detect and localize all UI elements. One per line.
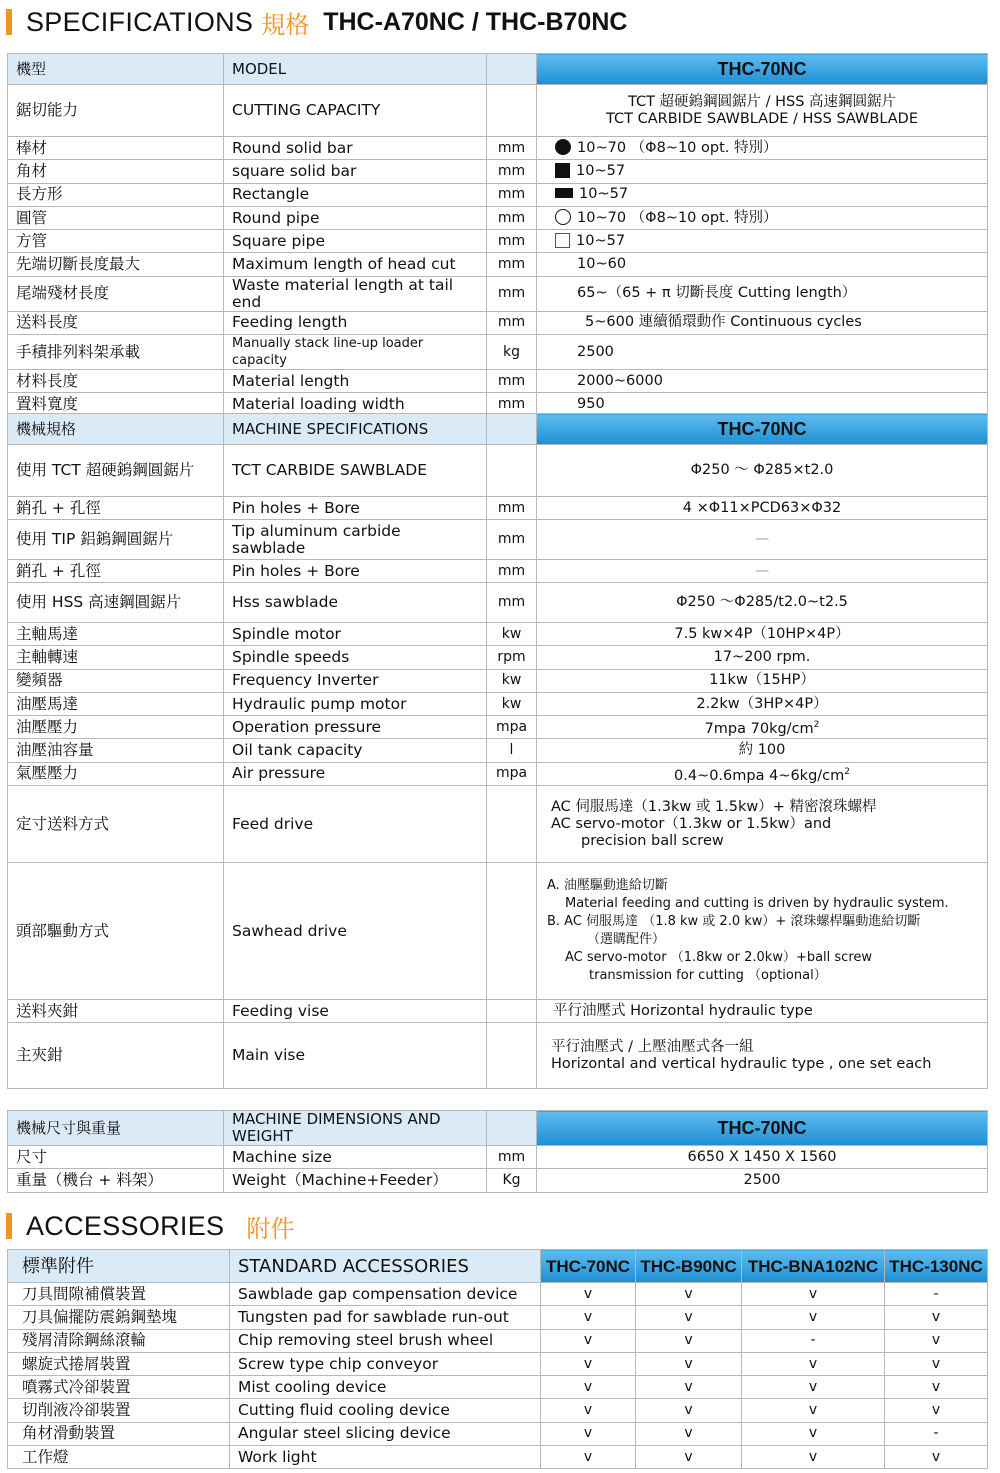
- table-header-row: [8, 1111, 988, 1146]
- row-unit: mpa: [487, 716, 537, 739]
- row-value: 4 ×Φ11×PCD63×Φ32: [537, 497, 988, 520]
- header-model: THC-70NC: [537, 54, 988, 85]
- value-superscript: 2: [844, 766, 850, 777]
- row-en: CUTTING CAPACITY: [224, 85, 487, 137]
- heading-model: THC-A70NC / THC-B70NC: [323, 7, 628, 36]
- header-model: THC-70NC: [537, 1111, 988, 1146]
- row-en: Material loading width: [224, 393, 487, 416]
- table-row: [8, 1146, 988, 1169]
- row-unit: kg: [487, 335, 537, 370]
- row-zh: 材料長度: [8, 370, 224, 393]
- specifications-table: [7, 53, 988, 417]
- row-mark: v: [742, 1422, 885, 1445]
- heading-title-en: SPECIFICATIONS: [26, 6, 254, 37]
- row-zh: 鋸切能力: [8, 85, 224, 137]
- row-mark: v: [636, 1306, 742, 1329]
- row-mark: v: [885, 1352, 988, 1375]
- table-row: [8, 520, 988, 560]
- row-zh: 氣壓壓力: [8, 762, 224, 785]
- table-row: [8, 1376, 988, 1399]
- table-row: [8, 445, 988, 497]
- row-mark: v: [885, 1399, 988, 1422]
- row-en: Cutting fluid cooling device: [230, 1399, 541, 1422]
- row-value: [537, 206, 988, 229]
- header-model: THC-70NC: [541, 1250, 636, 1283]
- row-unit: mm: [487, 137, 537, 160]
- row-unit: kw: [487, 692, 537, 715]
- table-row: [8, 646, 988, 669]
- table-row: [8, 1283, 988, 1306]
- table-row: [8, 716, 988, 739]
- table-row: [8, 1329, 988, 1352]
- row-mark: v: [885, 1306, 988, 1329]
- table-row: [8, 786, 988, 863]
- row-value: [537, 183, 988, 206]
- table-row: [8, 370, 988, 393]
- header-en: MODEL: [224, 54, 487, 85]
- table-row: [8, 623, 988, 646]
- row-mark: v: [636, 1446, 742, 1469]
- value-line: AC servo-motor（1.3kw or 1.5kw）and: [551, 815, 832, 832]
- row-unit: mm: [487, 206, 537, 229]
- row-mark: v: [541, 1329, 636, 1352]
- row-en: Feed drive: [224, 786, 487, 863]
- row-en: Maximum length of head cut: [224, 253, 487, 276]
- row-zh: 尺寸: [8, 1146, 224, 1169]
- row-en: Main vise: [224, 1023, 487, 1089]
- row-unit: mm: [487, 230, 537, 253]
- row-zh: 送料夾鉗: [8, 1000, 224, 1023]
- row-mark: v: [541, 1352, 636, 1375]
- header-en: MACHINE SPECIFICATIONS: [224, 414, 487, 445]
- table-row: [8, 1446, 988, 1469]
- row-en: Round solid bar: [224, 137, 487, 160]
- header-zh: 機型: [8, 54, 224, 85]
- header-unit: [487, 414, 537, 445]
- row-zh: 圓管: [8, 206, 224, 229]
- row-unit: mm: [487, 1146, 537, 1169]
- row-en: Pin holes + Bore: [224, 497, 487, 520]
- row-zh: 主軸轉速: [8, 646, 224, 669]
- row-zh: 置料寬度: [8, 393, 224, 416]
- value-text: 0.4~0.6mpa 4~6kg/cm: [673, 767, 845, 784]
- row-mark: v: [636, 1422, 742, 1445]
- row-value: [537, 230, 988, 253]
- row-zh: 重量（機台 + 料架）: [8, 1169, 224, 1192]
- row-zh: 手積排列料架承載: [8, 335, 224, 370]
- table-row: [8, 1399, 988, 1422]
- row-zh: 殘屑清除鋼絲滾輪: [8, 1329, 230, 1352]
- hollow-square-icon: [555, 233, 570, 248]
- row-mark: v: [742, 1352, 885, 1375]
- row-zh: 工作燈: [8, 1446, 230, 1469]
- row-en: Manually stack line-up loader capacity: [224, 335, 487, 370]
- header-model: THC-BNA102NC: [742, 1250, 885, 1283]
- filled-rectangle-icon: [555, 188, 573, 198]
- table-row: [8, 762, 988, 785]
- row-mark: v: [636, 1376, 742, 1399]
- table-row: [8, 137, 988, 160]
- table-row: [8, 669, 988, 692]
- row-en: Spindle speeds: [224, 646, 487, 669]
- table-row: [8, 276, 988, 311]
- row-en: Hydraulic pump motor: [224, 692, 487, 715]
- row-unit: [487, 786, 537, 863]
- header-model: THC-130NC: [885, 1250, 988, 1283]
- value-line: Horizontal and vertical hydraulic type , one set each: [551, 1055, 932, 1072]
- table-row: [8, 1000, 988, 1023]
- row-unit: mpa: [487, 762, 537, 785]
- row-zh: 尾端殘材長度: [8, 276, 224, 311]
- row-mark: v: [541, 1422, 636, 1445]
- row-value: [537, 863, 988, 1000]
- row-zh: 送料長度: [8, 311, 224, 334]
- heading-title-zh: 規格: [261, 10, 310, 39]
- row-en: Sawblade gap compensation device: [230, 1283, 541, 1306]
- row-unit: [487, 85, 537, 137]
- row-zh: 使用 HSS 高速鋼圓鋸片: [8, 583, 224, 623]
- table-header-row: [8, 414, 988, 445]
- table-row: [8, 183, 988, 206]
- row-mark: v: [636, 1329, 742, 1352]
- row-zh: 銷孔 + 孔徑: [8, 497, 224, 520]
- row-en: Material length: [224, 370, 487, 393]
- row-en: Air pressure: [224, 762, 487, 785]
- row-value: [537, 786, 988, 863]
- table-row: [8, 1306, 988, 1329]
- row-zh: 刀具間隙補償裝置: [8, 1283, 230, 1306]
- row-zh: 定寸送料方式: [8, 786, 224, 863]
- row-mark: -: [742, 1329, 885, 1352]
- header-unit: [487, 1111, 537, 1146]
- row-en: Angular steel slicing device: [230, 1422, 541, 1445]
- row-zh: 角材: [8, 160, 224, 183]
- row-zh: 油壓壓力: [8, 716, 224, 739]
- row-value: 2500: [537, 1169, 988, 1192]
- row-zh: 油壓馬達: [8, 692, 224, 715]
- row-unit: mm: [487, 160, 537, 183]
- row-unit: mm: [487, 276, 537, 311]
- row-unit: mm: [487, 560, 537, 583]
- row-unit: mm: [487, 311, 537, 334]
- row-mark: v: [636, 1399, 742, 1422]
- accessories-table: [7, 1249, 988, 1469]
- row-en: Work light: [230, 1446, 541, 1469]
- table-row: [8, 160, 988, 183]
- table-row: [8, 583, 988, 623]
- row-value: [537, 137, 988, 160]
- heading-accent-bar: [6, 9, 12, 35]
- row-zh: 主軸馬達: [8, 623, 224, 646]
- row-en: square solid bar: [224, 160, 487, 183]
- row-zh: 銷孔 + 孔徑: [8, 560, 224, 583]
- row-zh: 切削液冷卻裝置: [8, 1399, 230, 1422]
- row-en: Feeding vise: [224, 1000, 487, 1023]
- value-line: precision ball screw: [581, 832, 724, 849]
- row-mark: v: [636, 1283, 742, 1306]
- heading-accent-bar: [6, 1213, 12, 1239]
- row-value: 950: [537, 393, 988, 416]
- row-zh: 使用 TIP 鋁鎢鋼圓鋸片: [8, 520, 224, 560]
- row-value: 平行油壓式 Horizontal hydraulic type: [537, 1000, 988, 1023]
- header-zh: 機械尺寸與重量: [8, 1111, 224, 1146]
- row-value: 約 100: [537, 739, 988, 762]
- row-unit: Kg: [487, 1169, 537, 1192]
- row-zh: 噴霧式冷卻裝置: [8, 1376, 230, 1399]
- row-en: Pin holes + Bore: [224, 560, 487, 583]
- row-unit: mm: [487, 520, 537, 560]
- row-en: Oil tank capacity: [224, 739, 487, 762]
- row-zh: 螺旋式捲屑裝置: [8, 1352, 230, 1375]
- machine-specifications-table: [7, 413, 988, 1089]
- row-zh: 油壓油容量: [8, 739, 224, 762]
- row-en: Screw type chip conveyor: [230, 1352, 541, 1375]
- row-mark: -: [885, 1422, 988, 1445]
- value-line: Material feeding and cutting is driven by hydraulic system.: [565, 896, 949, 912]
- row-unit: [487, 445, 537, 497]
- row-mark: v: [742, 1306, 885, 1329]
- row-unit: rpm: [487, 646, 537, 669]
- row-en: Chip removing steel brush wheel: [230, 1329, 541, 1352]
- value-line: 平行油壓式 / 上壓油壓式各一組: [551, 1038, 754, 1055]
- table-header-row: [8, 1250, 988, 1283]
- row-value: —: [537, 520, 988, 560]
- row-en: Round pipe: [224, 206, 487, 229]
- row-en: Feeding length: [224, 311, 487, 334]
- row-unit: l: [487, 739, 537, 762]
- filled-square-icon: [555, 163, 570, 178]
- table-row: [8, 1169, 988, 1192]
- row-en: Weight（Machine+Feeder）: [224, 1169, 487, 1192]
- row-unit: [487, 863, 537, 1000]
- table-row: [8, 1023, 988, 1089]
- value-line: AC servo-motor （1.8kw or 2.0kw）+ball screw: [565, 950, 873, 966]
- row-value: 7.5 kw×4P（10HP×4P）: [537, 623, 988, 646]
- table-row: [8, 1422, 988, 1445]
- table-row: [8, 253, 988, 276]
- row-mark: v: [885, 1446, 988, 1469]
- row-unit: kw: [487, 623, 537, 646]
- row-mark: v: [541, 1306, 636, 1329]
- row-unit: [487, 1023, 537, 1089]
- table-row: [8, 739, 988, 762]
- row-value: Φ250 ～ Φ285×t2.0: [537, 445, 988, 497]
- table-row: [8, 230, 988, 253]
- row-mark: v: [636, 1352, 742, 1375]
- table-row: [8, 863, 988, 1000]
- row-zh: 棒材: [8, 137, 224, 160]
- row-value: 10~60: [537, 253, 988, 276]
- row-en: Waste material length at tail end: [224, 276, 487, 311]
- value-text: 10~57: [576, 232, 626, 249]
- row-value: 5~600 連續循環動作 Continuous cycles: [537, 311, 988, 334]
- value-text: 10~70 （Φ8~10 opt. 特別）: [577, 210, 778, 227]
- row-value: —: [537, 560, 988, 583]
- row-en: Spindle motor: [224, 623, 487, 646]
- row-mark: v: [541, 1283, 636, 1306]
- heading-title-zh: 附件: [246, 1214, 295, 1243]
- row-en: Rectangle: [224, 183, 487, 206]
- row-mark: v: [742, 1376, 885, 1399]
- header-en: MACHINE DIMENSIONS AND WEIGHT: [224, 1111, 487, 1146]
- filled-circle-icon: [555, 139, 571, 155]
- value-line: B. AC 伺服馬達 （1.8 kw 或 2.0 kw）+ 滾珠螺桿驅動進給切斷: [547, 914, 921, 930]
- row-unit: mm: [487, 583, 537, 623]
- row-value: 17~200 rpm.: [537, 646, 988, 669]
- row-en: Square pipe: [224, 230, 487, 253]
- header-unit: [487, 54, 537, 85]
- table-row: [8, 85, 988, 137]
- row-zh: 使用 TCT 超硬鎢鋼圓鋸片: [8, 445, 224, 497]
- row-unit: mm: [487, 253, 537, 276]
- row-mark: v: [885, 1329, 988, 1352]
- row-zh: 主夾鉗: [8, 1023, 224, 1089]
- specifications-heading: [6, 2, 627, 42]
- table-row: [8, 1352, 988, 1375]
- row-zh: 變頻器: [8, 669, 224, 692]
- row-value: [537, 716, 988, 739]
- table-row: [8, 335, 988, 370]
- row-value: [537, 85, 988, 137]
- row-zh: 刀具偏擺防震鎢鋼墊塊: [8, 1306, 230, 1329]
- header-model: THC-70NC: [537, 414, 988, 445]
- table-row: [8, 497, 988, 520]
- row-en: Tip aluminum carbide sawblade: [224, 520, 487, 560]
- value-line: transmission for cutting （optional）: [589, 968, 827, 984]
- hollow-circle-icon: [555, 209, 571, 225]
- header-model: THC-B90NC: [636, 1250, 742, 1283]
- row-en: Tungsten pad for sawblade run-out: [230, 1306, 541, 1329]
- row-mark: -: [885, 1283, 988, 1306]
- header-en: STANDARD ACCESSORIES: [230, 1250, 541, 1283]
- header-zh: 機械規格: [8, 414, 224, 445]
- row-zh: 方管: [8, 230, 224, 253]
- row-en: TCT CARBIDE SAWBLADE: [224, 445, 487, 497]
- row-value: 6650 X 1450 X 1560: [537, 1146, 988, 1169]
- row-en: Sawhead drive: [224, 863, 487, 1000]
- row-zh: 先端切斷長度最大: [8, 253, 224, 276]
- value-text: 10~70 （Φ8~10 opt. 特別）: [577, 140, 778, 157]
- heading-title-en: ACCESSORIES: [26, 1210, 225, 1241]
- row-zh: 頭部驅動方式: [8, 863, 224, 1000]
- value-line: AC 伺服馬達（1.3kw 或 1.5kw）+ 精密滾珠螺桿: [551, 798, 877, 815]
- table-row: [8, 206, 988, 229]
- table-row: [8, 311, 988, 334]
- value-text: 10~57: [576, 162, 626, 179]
- row-value: 2000~6000: [537, 370, 988, 393]
- value-text: 7mpa 70kg/cm: [704, 720, 814, 737]
- row-en: Frequency Inverter: [224, 669, 487, 692]
- row-unit: mm: [487, 183, 537, 206]
- row-zh: 長方形: [8, 183, 224, 206]
- row-value: [537, 1023, 988, 1089]
- header-zh: 標準附件: [8, 1250, 230, 1283]
- row-mark: v: [742, 1399, 885, 1422]
- row-zh: 角材滑動裝置: [8, 1422, 230, 1445]
- dimensions-table: [7, 1110, 988, 1193]
- value-text: 10~57: [579, 186, 629, 203]
- value-line: A. 油壓驅動進給切斷: [547, 878, 668, 894]
- value-line: TCT 超硬鎢鋼圓鋸片 / HSS 高速鋼圓鋸片: [627, 93, 897, 110]
- row-value: [537, 160, 988, 183]
- table-row: [8, 560, 988, 583]
- accessories-heading: [6, 1206, 294, 1246]
- table-header-row: [8, 54, 988, 85]
- row-en: Machine size: [224, 1146, 487, 1169]
- row-mark: v: [885, 1376, 988, 1399]
- row-unit: mm: [487, 497, 537, 520]
- row-value: 11kw（15HP）: [537, 669, 988, 692]
- row-unit: mm: [487, 370, 537, 393]
- row-value: [537, 762, 988, 785]
- row-mark: v: [541, 1376, 636, 1399]
- row-value: Φ250 ～Φ285/t2.0~t2.5: [537, 583, 988, 623]
- row-unit: kw: [487, 669, 537, 692]
- row-en: Mist cooling device: [230, 1376, 541, 1399]
- row-value: 2500: [537, 335, 988, 370]
- row-unit: [487, 1000, 537, 1023]
- value-line: TCT CARBIDE SAWBLADE / HSS SAWBLADE: [606, 110, 918, 127]
- row-en: Operation pressure: [224, 716, 487, 739]
- row-mark: v: [541, 1446, 636, 1469]
- row-mark: v: [742, 1283, 885, 1306]
- value-superscript: 2: [813, 719, 820, 730]
- row-en: Hss sawblade: [224, 583, 487, 623]
- value-line: （選購配件）: [587, 932, 666, 948]
- row-mark: v: [742, 1446, 885, 1469]
- table-row: [8, 692, 988, 715]
- row-mark: v: [541, 1399, 636, 1422]
- row-unit: mm: [487, 393, 537, 416]
- row-value: 2.2kw（3HP×4P）: [537, 692, 988, 715]
- row-value: 65~（65 + π 切斷長度 Cutting length）: [537, 276, 988, 311]
